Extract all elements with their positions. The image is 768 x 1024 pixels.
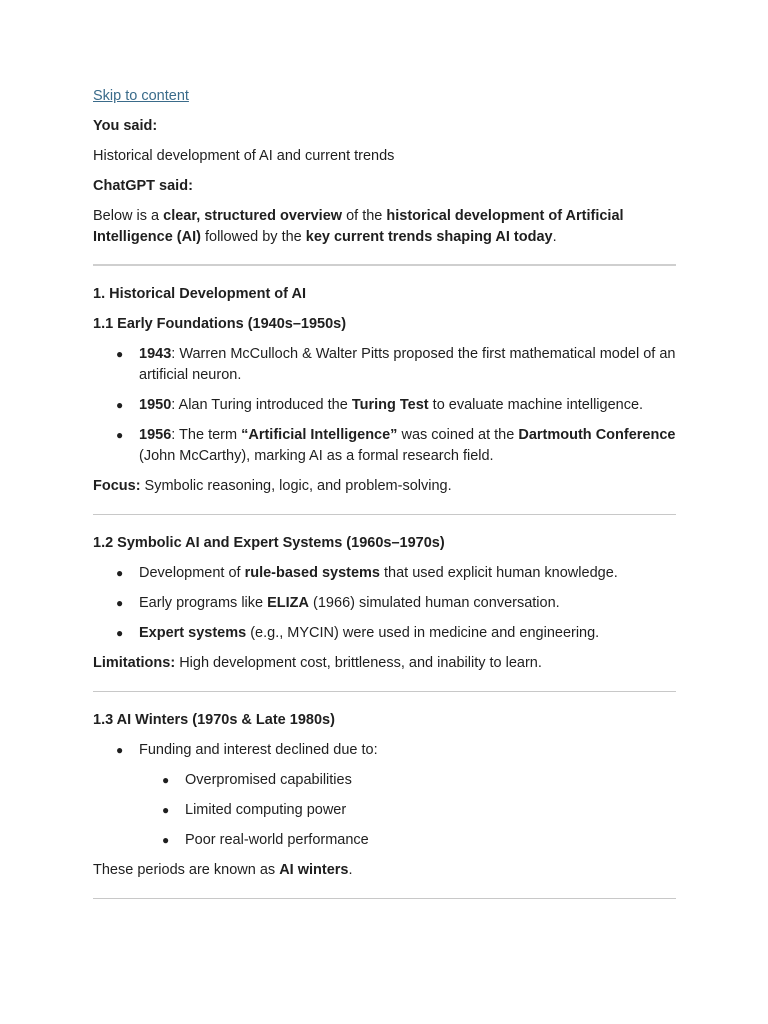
- item-text: Development of: [139, 565, 245, 581]
- nested-list-item: [139, 830, 676, 851]
- nested-list-item: [139, 770, 676, 791]
- item-text: (e.g., MYCIN) were used in medicine and engineering.: [246, 625, 600, 641]
- assistant-intro: [93, 206, 676, 248]
- symbolic-ai-list: [93, 563, 676, 644]
- closing-text: .: [348, 862, 353, 878]
- subsection-heading-1-3: 1.3 AI Winters (1970s & Late 1980s): [93, 712, 335, 728]
- limitations-text: High development cost, brittleness, and inability to learn.: [175, 655, 542, 671]
- item-text: that used explicit human knowledge.: [380, 565, 618, 581]
- focus-label: Focus:: [93, 478, 141, 494]
- list-item: [93, 563, 676, 584]
- item-text: (John McCarthy), marking AI as a formal research field.: [139, 448, 494, 464]
- ai-winters-closing: [93, 860, 676, 881]
- list-item: [93, 740, 676, 851]
- intro-bold-1: clear, structured overview: [163, 208, 343, 224]
- item-bold: “Artificial Intelligence”: [241, 427, 398, 443]
- intro-text-4: .: [552, 229, 557, 245]
- item-bold: rule-based systems: [244, 565, 380, 581]
- bullet-icon: ●: [116, 626, 124, 640]
- item-text: to evaluate machine intelligence.: [428, 397, 644, 413]
- section-heading: 1. Historical Development of AI: [93, 286, 306, 302]
- nested-list: [139, 770, 676, 851]
- item-bold: Dartmouth Conference: [518, 427, 676, 443]
- assistant-label: ChatGPT said:: [93, 178, 193, 194]
- list-item: [93, 344, 676, 386]
- limitations-note: [93, 653, 676, 674]
- item-bold: Turing Test: [351, 397, 429, 413]
- conversation-content: [93, 86, 676, 917]
- divider: [93, 264, 676, 266]
- intro-text-3: followed by the: [200, 229, 306, 245]
- divider: [93, 898, 676, 899]
- early-foundations-list: [93, 344, 676, 467]
- bullet-icon: ●: [116, 398, 124, 412]
- subsection-heading-1-2: 1.2 Symbolic AI and Expert Systems (1960s–1970s): [93, 535, 445, 551]
- bullet-icon: ●: [162, 803, 170, 817]
- item-text: (1966) simulated human conversation.: [309, 595, 560, 611]
- item-text: Overpromised capabilities: [185, 772, 352, 788]
- item-bold: ELIZA: [267, 595, 310, 611]
- intro-text-1: Below is a: [93, 208, 164, 224]
- item-text: : Alan Turing introduced the: [171, 397, 352, 413]
- intro-text-2: of the: [342, 208, 387, 224]
- list-item: [93, 623, 676, 644]
- divider: [93, 691, 676, 692]
- subsection-heading-1-1: 1.1 Early Foundations (1940s–1950s): [93, 316, 347, 332]
- bullet-icon: ●: [116, 566, 124, 580]
- ai-winters-list: [93, 740, 676, 851]
- focus-note: [93, 476, 676, 497]
- list-item: [93, 593, 676, 614]
- divider: [93, 514, 676, 515]
- item-text: Early programs like: [139, 595, 268, 611]
- bullet-icon: ●: [162, 833, 170, 847]
- user-message: Historical development of AI and current trends: [93, 148, 395, 164]
- list-item: [93, 395, 676, 416]
- item-year: 1943: [139, 346, 172, 362]
- item-text: was coined at the: [397, 427, 519, 443]
- item-bold: Expert systems: [139, 625, 247, 641]
- item-text: : The term: [171, 427, 242, 443]
- limitations-label: Limitations:: [93, 655, 176, 671]
- bullet-icon: ●: [116, 743, 124, 757]
- item-text: Limited computing power: [185, 802, 347, 818]
- item-text: Funding and interest declined due to:: [139, 742, 378, 758]
- item-year: 1956: [139, 427, 172, 443]
- closing-bold: AI winters: [279, 862, 349, 878]
- intro-bold-3: key current trends shaping AI today: [305, 229, 553, 245]
- closing-text: These periods are known as: [93, 862, 280, 878]
- bullet-icon: ●: [116, 347, 124, 361]
- list-item: [93, 425, 676, 467]
- item-text: Poor real-world performance: [185, 832, 369, 848]
- intro-bold-2: historical development of Artificial Intelligence (AI): [93, 208, 624, 245]
- bullet-icon: ●: [162, 773, 170, 787]
- bullet-icon: ●: [116, 596, 124, 610]
- skip-to-content-link[interactable]: Skip to content: [93, 88, 189, 104]
- focus-text: Symbolic reasoning, logic, and problem-solving.: [140, 478, 452, 494]
- nested-list-item: [139, 800, 676, 821]
- user-label: You said:: [93, 118, 158, 134]
- bullet-icon: ●: [116, 428, 124, 442]
- item-text: : Warren McCulloch & Walter Pitts proposed the first mathematical model of an artificial neuron.: [139, 346, 676, 383]
- item-year: 1950: [139, 397, 172, 413]
